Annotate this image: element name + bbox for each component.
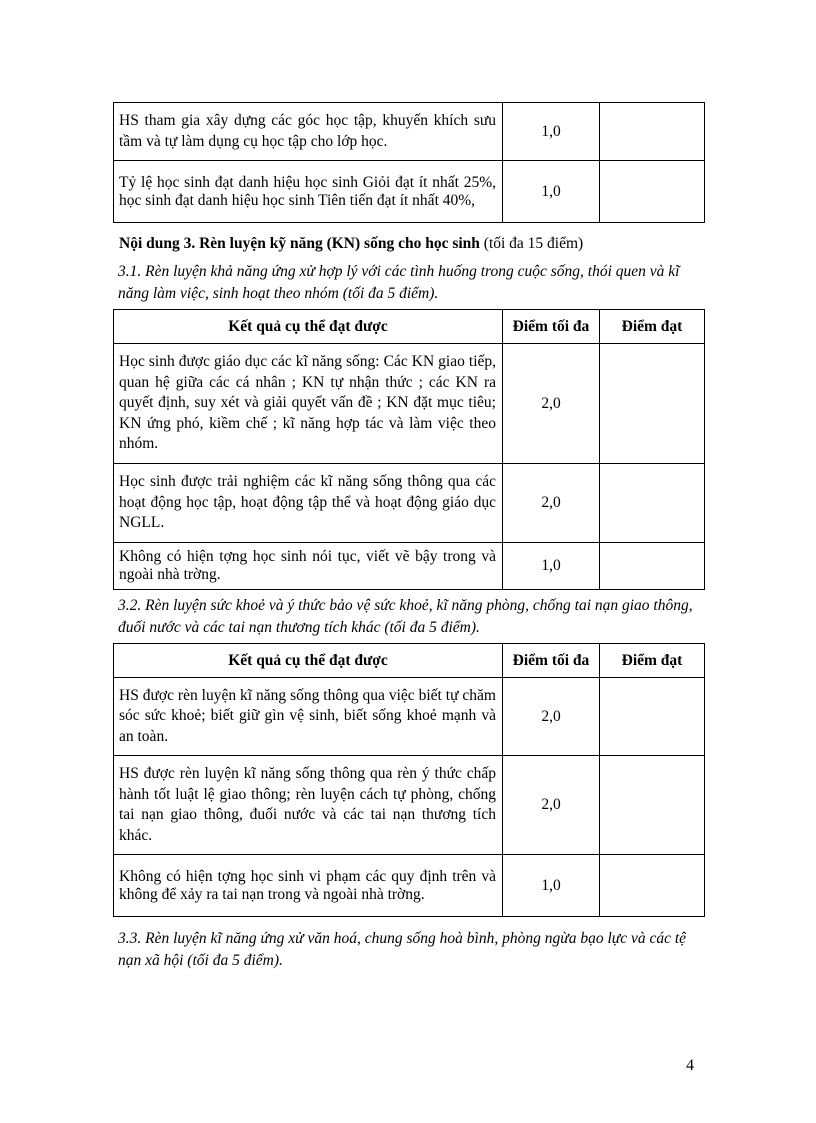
criterion-text: HS tham gia xây dựng các góc học tập, khuyến khích sưu tầm và tự làm dụng cụ học tập cho lớp học. [119,112,496,150]
section-heading-note: (tối đa 15 điểm) [479,235,584,252]
max-score: 2,0 [503,344,600,464]
max-score: 1,0 [503,103,600,161]
max-score: 2,0 [503,678,600,756]
column-header-result: Kết quả cụ thể đạt được [114,644,503,678]
subsection-title-3-2: 3.2. Rèn luyện sức khoẻ và ý thức bảo vệ sức khoẻ, kĩ năng phòng, chống tai nạn giao thông, đuối nước và các tai nạn thương tích khác (tối đa 5 điểm). [118,597,693,636]
section-heading [119,233,583,254]
table-row [114,543,705,590]
column-header-max: Điểm tối đa [503,310,600,344]
achieved-score [600,855,705,917]
max-score: 2,0 [503,756,600,855]
table-row [114,103,705,161]
achieved-score [600,756,705,855]
page-number: 4 [686,1057,694,1074]
column-header-result: Kết quả cụ thể đạt được [114,310,503,344]
criterion-text: Không có hiện tợng học sinh vi phạm các quy định trên và không để xảy ra tai nạn trong và ngoài nhà trờng. [119,867,496,903]
criteria-table-3-1 [113,309,705,590]
table-header-row [114,310,705,344]
table-row [114,464,705,543]
max-score: 1,0 [503,161,600,223]
criterion-text: Tỷ lệ học sinh đạt danh hiệu học sinh Giỏi đạt ít nhất 25%, học sinh đạt danh hiệu học sinh Tiên tiến đạt ít nhất 40%, [119,173,496,209]
max-score: 2,0 [503,464,600,543]
achieved-score [600,161,705,223]
criterion-text: HS được rèn luyện kĩ năng sống thông qua việc biết tự chăm sóc sức khoẻ; biết giữ gìn vệ sinh, biết sống khoẻ mạnh và an toàn. [119,686,496,745]
criterion-text: HS được rèn luyện kĩ năng sống thông qua rèn ý thức chấp hành tốt luật lệ giao thông; rèn luyện cách tự phòng, chống tai nạn giao thông, đuối nước và các tai nạn thương tích khác. [119,765,496,844]
subsection-title-3-3: 3.3. Rèn luyện kĩ năng ứng xử văn hoá, chung sống hoà bình, phòng ngừa bạo lực và các tệ nạn xã hội (tối đa 5 điểm). [118,930,687,969]
table-row [114,855,705,917]
table-row [114,161,705,223]
achieved-score [600,344,705,464]
table-row [114,678,705,756]
column-header-max: Điểm tối đa [503,644,600,678]
table-header-row [114,644,705,678]
max-score: 1,0 [503,855,600,917]
criterion-text: Học sinh được giáo dục các kĩ năng sống: Các KN giao tiếp, quan hệ giữa các cá nhân ; KN tự nhận thức ; các KN ra quyết định, suy xét và giải quyết vấn đề ; KN đặt mục tiêu; KN ứng phó, kiềm chế ; kĩ năng hợp tác và làm việc theo nhóm. [119,353,496,453]
table-row [114,756,705,855]
criteria-table-3-2 [113,643,705,917]
achieved-score [600,103,705,161]
achieved-score [600,678,705,756]
max-score: 1,0 [503,543,600,590]
criterion-text: Không có hiện tợng học sinh nói tục, viết vẽ bậy trong và ngoài nhà trờng. [119,548,496,583]
criteria-table-top [113,102,705,223]
achieved-score [600,543,705,590]
table-row [114,344,705,464]
criterion-text: Học sinh được trải nghiệm các kĩ năng sống thông qua các hoạt động học tập, hoạt động tập thể và hoạt động giáo dục NGLL. [119,473,496,532]
achieved-score [600,464,705,543]
section-heading-bold: Nội dung 3. Rèn luyện kỹ năng (KN) sống cho học sinh [119,235,480,252]
column-header-achieved: Điểm đạt [600,310,705,344]
column-header-achieved: Điểm đạt [600,644,705,678]
subsection-title-3-1: 3.1. Rèn luyện khả năng ứng xử hợp lý với các tình huống trong cuộc sống, thói quen và kĩ năng làm việc, sinh hoạt theo nhóm (tối đa 5 điểm). [118,263,680,302]
